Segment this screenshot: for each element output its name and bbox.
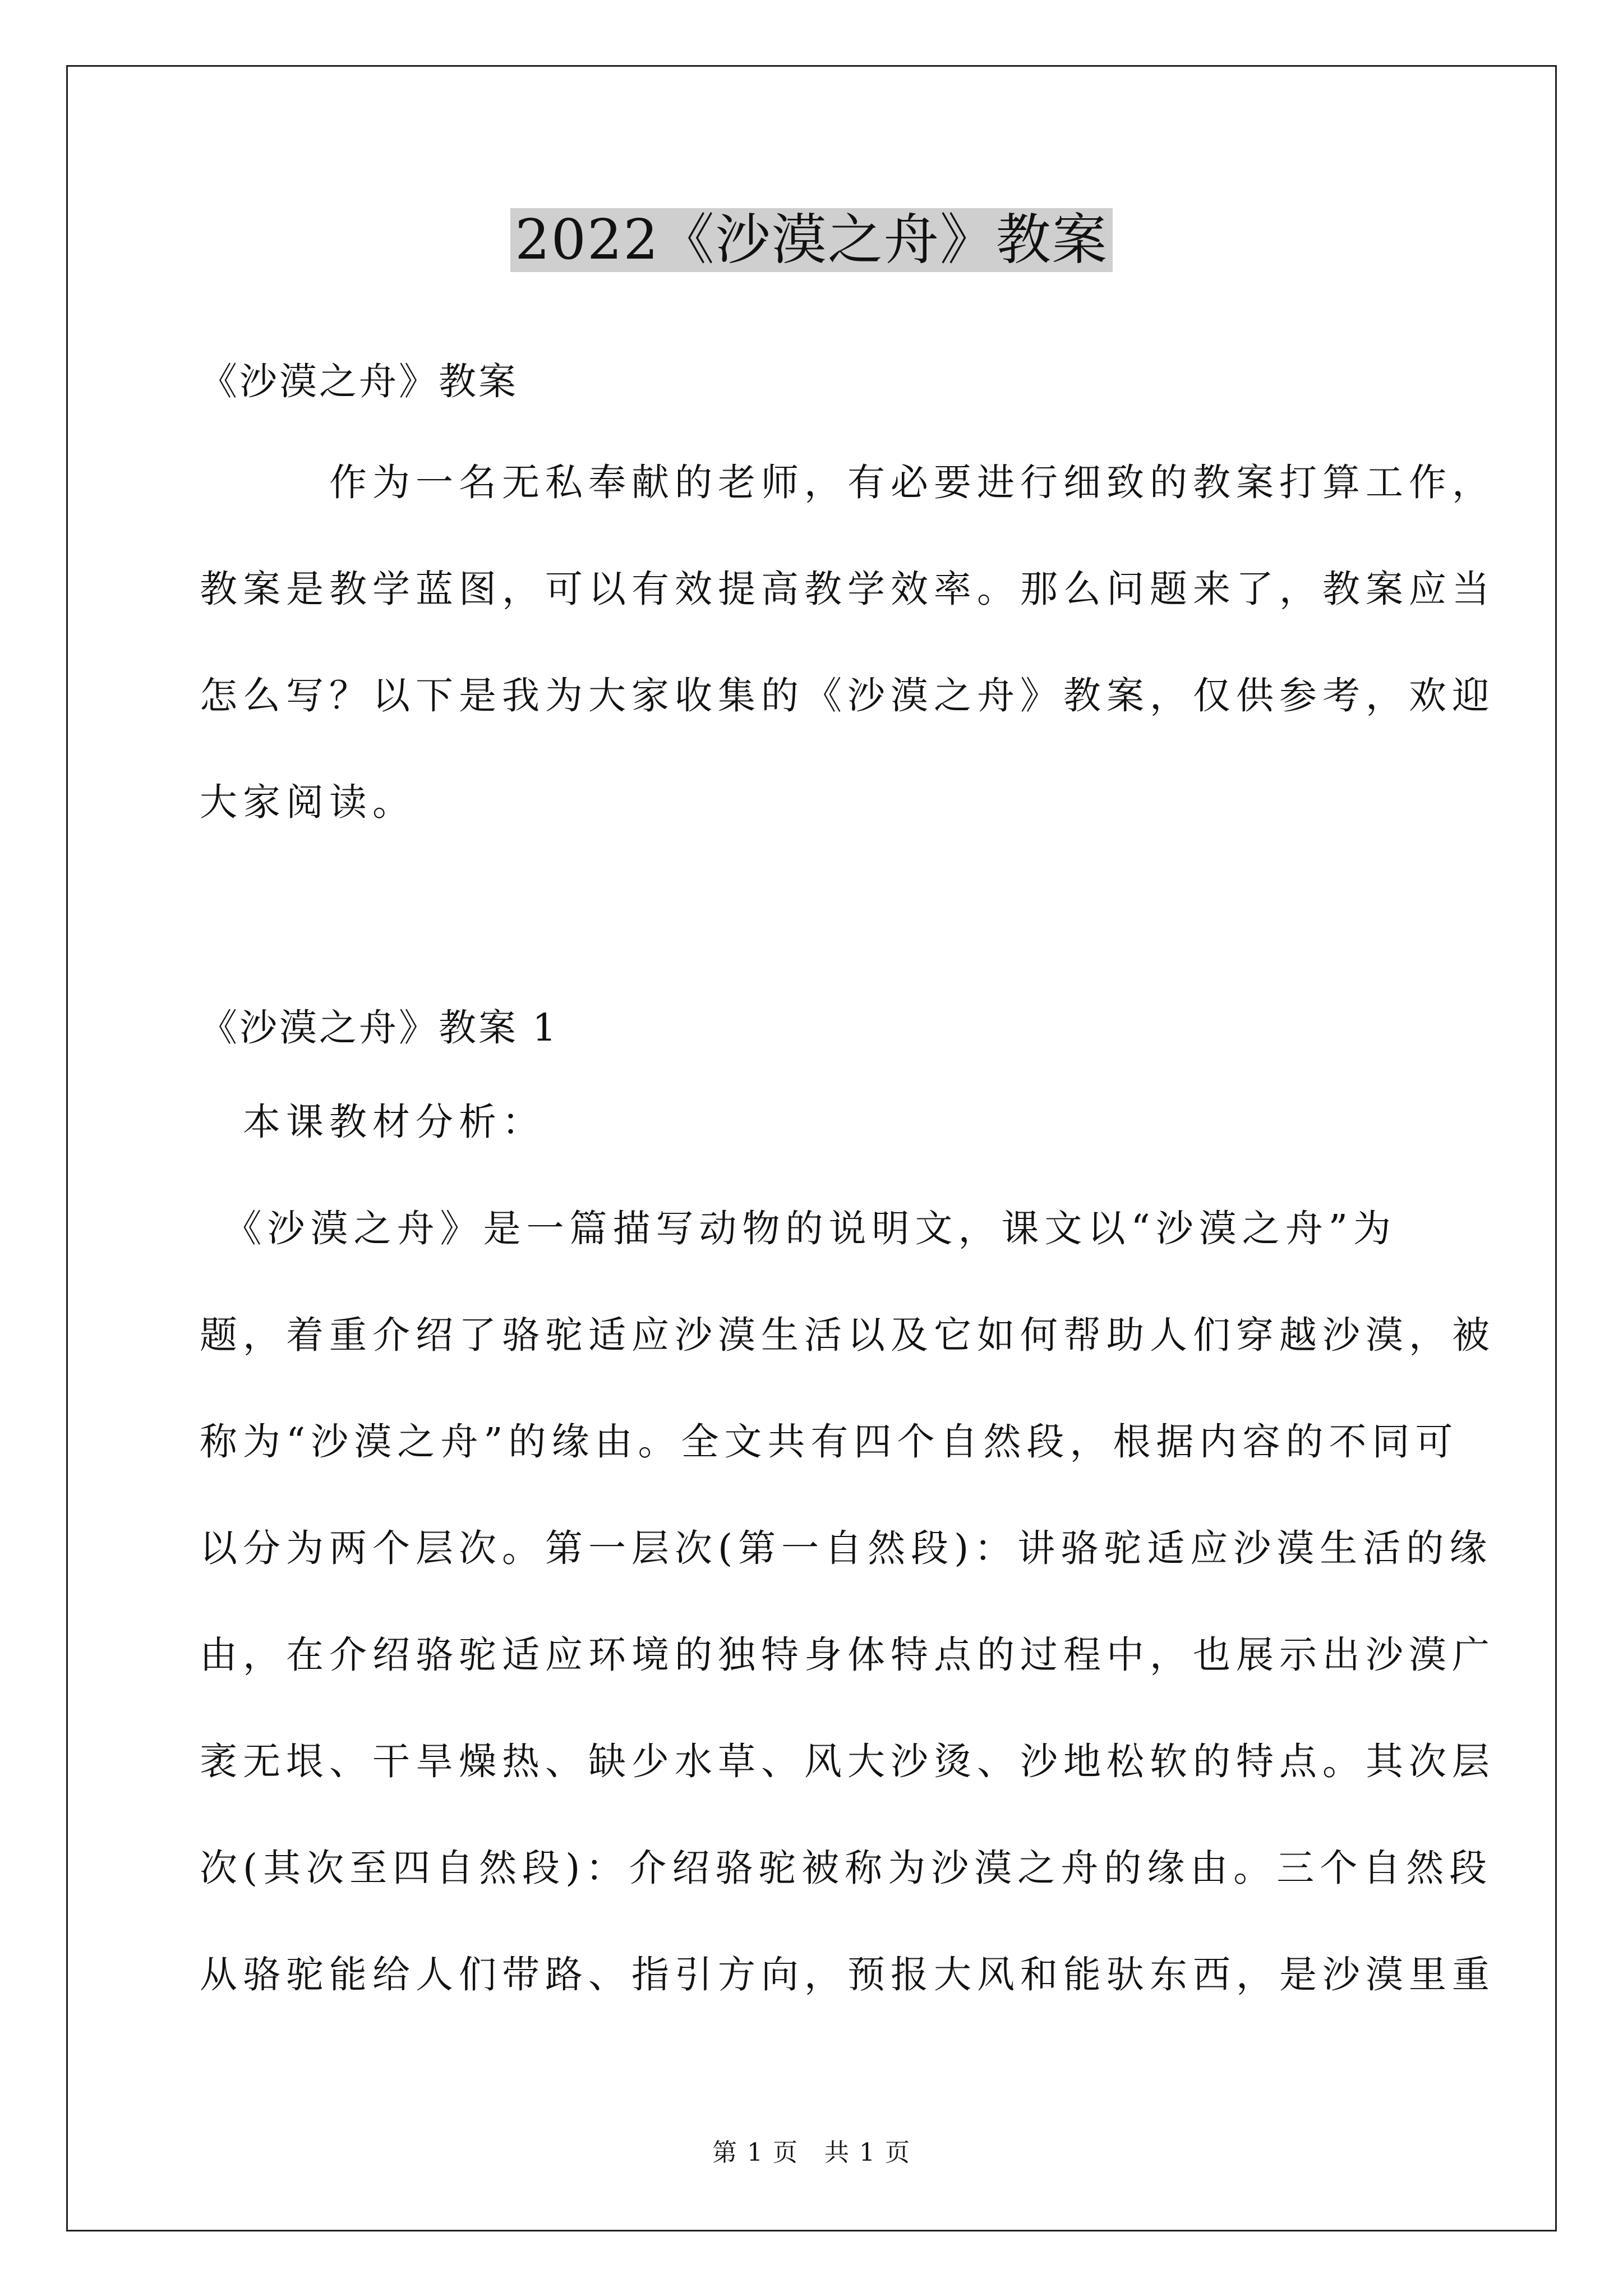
intro-line: 怎么写？以下是我为大家收集的《沙漠之舟》教案，仅供参考，欢迎 (200, 674, 1495, 717)
document-title (0, 201, 1623, 279)
section-heading-main: 《沙漠之舟》教案 (200, 360, 518, 403)
body-line: 《沙漠之舟》是一篇描写动物的说明文，课文以“沙漠之舟”为 (200, 1207, 1397, 1250)
body-line: 由，在介绍骆驼适应环境的独特身体特点的过程中，也展示出沙漠广 (200, 1633, 1495, 1677)
body-line: 题，着重介绍了骆驼适应沙漠生活以及它如何帮助人们穿越沙漠，被 (200, 1313, 1495, 1357)
page-footer: 第 1 页 共 1 页 (712, 2138, 911, 2167)
body-line: 从骆驼能给人们带路、指引方向，预报大风和能驮东西，是沙漠里重 (200, 1953, 1495, 1996)
intro-line: 教案是教学蓝图，可以有效提高教学效率。那么问题来了，教案应当 (200, 567, 1495, 611)
subheading-analysis: 本课教材分析： (200, 1100, 545, 1144)
body-line: 以分为两个层次。第一层次(第一自然段)：讲骆驼适应沙漠生活的缘 (200, 1526, 1493, 1570)
intro-line: 作为一名无私奉献的老师，有必要进行细致的教案打算工作， (200, 461, 1495, 504)
body-line: 称为“沙漠之舟”的缘由。全文共有四个自然段，根据内容的不同可 (200, 1420, 1459, 1464)
body-paragraph (200, 1200, 1495, 2053)
body-line: 次(其次至四自然段)：介绍骆驼被称为沙漠之舟的缘由。三个自然段 (200, 1846, 1493, 1890)
document-title-text: 2022《沙漠之舟》教案 (510, 208, 1112, 272)
section-heading-1: 《沙漠之舟》教案 1 (200, 1006, 559, 1050)
intro-paragraph (200, 454, 1495, 881)
intro-line: 大家阅读。 (200, 780, 416, 824)
body-line: 袤无垠、干旱燥热、缺少水草、风大沙烫、沙地松软的特点。其次层 (200, 1740, 1495, 1783)
